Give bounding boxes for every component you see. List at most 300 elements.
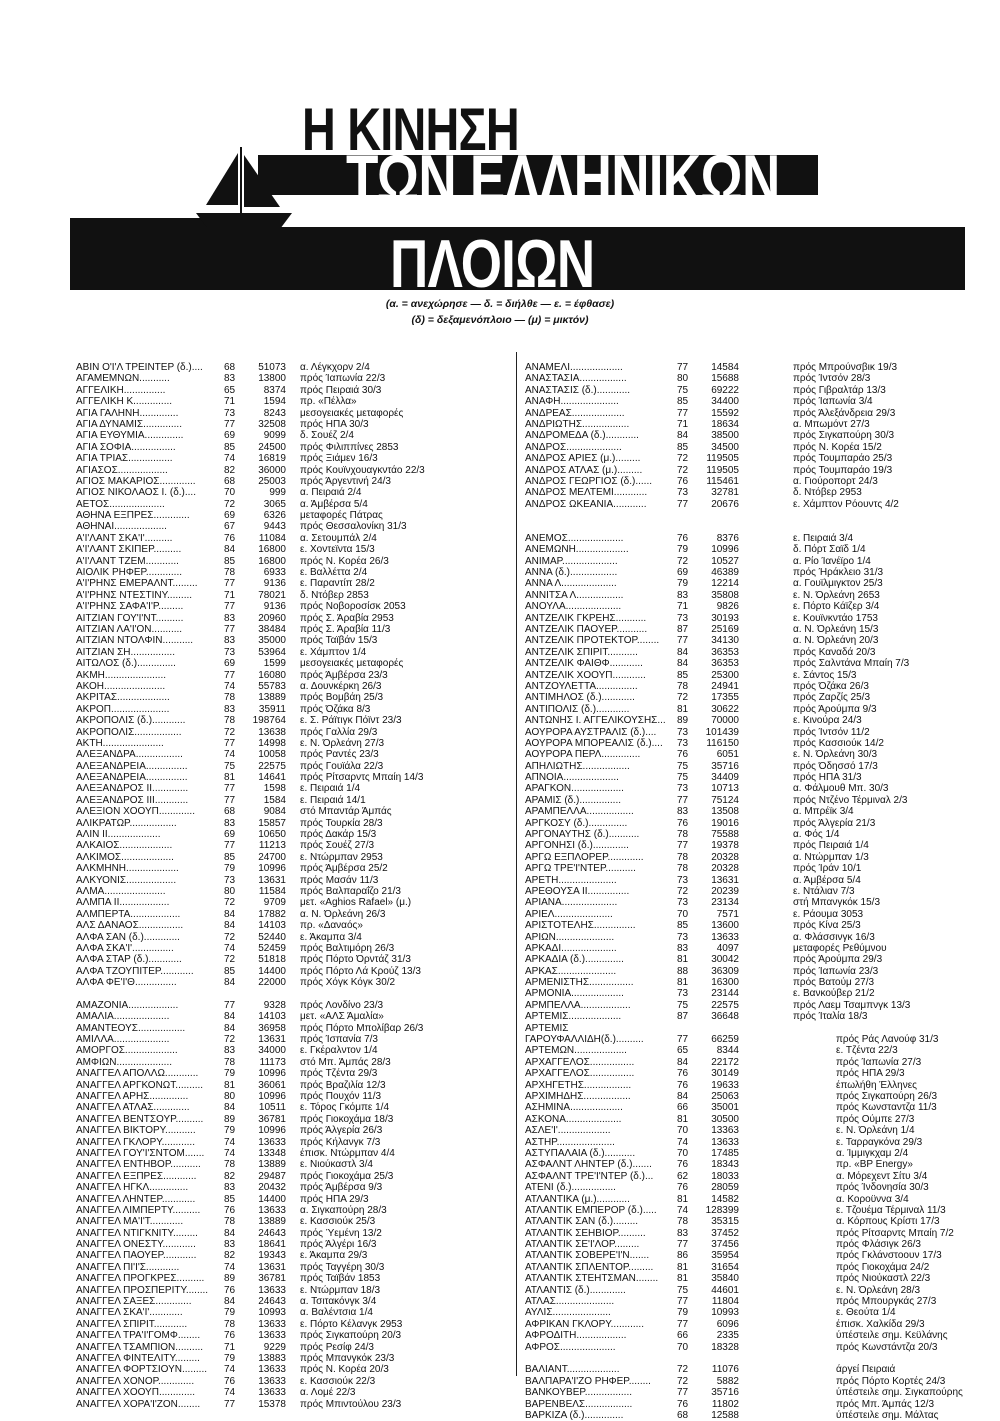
ship-destination: πρός Ίσπανία 7/3: [300, 1034, 378, 1046]
ship-year: 74: [224, 1387, 236, 1399]
ship-name: ΑΟΥΡΟΡΑ ΜΠΟΡΕΑΛΙΣ (δ.)....: [525, 737, 663, 749]
ship-tonnage: 23144: [711, 988, 739, 1000]
ship-row: [76, 692, 521, 703]
ship-tonnage: 38500: [711, 430, 739, 442]
ship-row: [525, 715, 970, 726]
ship-year: 77: [677, 407, 689, 419]
ship-row: [525, 476, 970, 487]
title-line-2: ΤΩΝ ΕΛΛΗΝΙΚΩΝ: [346, 141, 780, 217]
ship-year: 76: [677, 1398, 689, 1410]
ship-year: 78: [677, 851, 689, 863]
ship-year: 75: [677, 760, 689, 772]
ship-name: ΑΙΤΖΙΑΝ ΝΤΟΛΦΙΝ...........: [76, 635, 194, 647]
ship-name: ΑΝΑΓΓΕΛ ΟΝΕΣΤΥ............: [76, 1239, 196, 1251]
ship-name: ΑΓΙΑ ΣΟΦΙΑ................: [76, 441, 176, 453]
ship-destination: α. Μπρέϊκ 3/4: [793, 806, 854, 818]
ship-row: [525, 373, 970, 384]
ship-row: [525, 727, 970, 738]
ship-year: 65: [677, 1045, 689, 1057]
ship-year: 84: [224, 1102, 236, 1114]
ship-year: 76: [677, 475, 689, 487]
ship-year: 83: [677, 806, 689, 818]
ship-year: 67: [224, 521, 236, 533]
ship-year: 77: [224, 999, 236, 1011]
ship-year: 82: [224, 1250, 236, 1262]
ship-row: [525, 1330, 970, 1341]
ship-tonnage: 36958: [258, 1022, 286, 1034]
ship-tonnage: 11173: [259, 1056, 286, 1068]
ship-tonnage: 35716: [711, 760, 739, 772]
ship-year: 84: [224, 1296, 236, 1308]
ship-tonnage: 30149: [711, 1068, 739, 1080]
ship-destination: ε. Χάμπτον 1/4: [300, 646, 367, 658]
ship-destination: πρός Σιγκαπούρη 26/3: [836, 1091, 938, 1102]
ship-tonnage: 10996: [258, 863, 286, 875]
ship-destination: πρός Γιοκοχάμα 24/2: [836, 1261, 930, 1273]
ship-tonnage: 78021: [258, 589, 286, 601]
ship-row: [525, 647, 970, 658]
ship-tonnage: 13633: [258, 1364, 286, 1376]
ship-tonnage: 46389: [711, 567, 739, 579]
ship-year: 72: [224, 1034, 236, 1046]
ship-year: 78: [677, 829, 689, 841]
ship-row: [76, 1387, 521, 1398]
ship-row: [76, 681, 521, 692]
ship-tonnage: 24643: [258, 1227, 286, 1239]
ship-year: 77: [677, 794, 689, 806]
ship-tonnage: 14641: [258, 772, 286, 784]
ship-row: [76, 647, 521, 658]
ship-tonnage: 36353: [711, 658, 739, 670]
ship-row: [76, 772, 521, 783]
ship-name: ΑΛΦΑ ΦΕ'Ι'Θ...............: [76, 977, 177, 989]
ship-destination: πρός Βατούμ 27/3: [793, 977, 875, 989]
ship-year: 77: [677, 635, 689, 647]
ship-tonnage: 17355: [711, 692, 739, 704]
ship-year: 65: [224, 384, 236, 396]
ship-name: ΑΛΜΠΑ ΙΙ..................: [76, 897, 170, 909]
ship-year: 75: [677, 1284, 689, 1296]
ship-tonnage: 10993: [711, 1307, 739, 1319]
ship-row: [525, 897, 970, 908]
ship-name: ΑΜΙΛΛΑ....................: [76, 1034, 170, 1046]
ship-year: 81: [677, 703, 689, 715]
ship-name: ΑΟΥΡΟΡΑ ΠΕΡΛ..............: [525, 749, 641, 761]
ship-row: [525, 806, 970, 817]
ship-year: 75: [677, 999, 689, 1011]
ship-year: 79: [224, 1352, 236, 1364]
ship-row: [76, 1239, 521, 1250]
ship-year: 73: [224, 646, 236, 658]
ship-name: ΑΥΛΙΣ.....................: [525, 1307, 611, 1319]
ship-row: [525, 738, 970, 749]
ship-year: 68: [224, 806, 236, 818]
ship-tonnage: 36061: [258, 1079, 286, 1091]
ship-destination: α. Γιούροπορτ 24/3: [793, 475, 878, 487]
ship-name: ΑΝΑΓΓΕΛ ΕΞΠΡΕΣ............: [76, 1170, 197, 1182]
ship-destination: πρός Βομβάη 25/3: [300, 692, 384, 704]
ship-row: [76, 590, 521, 601]
ship-row: [525, 578, 970, 589]
ship-year: 79: [224, 1068, 236, 1080]
ship-destination: πρός Μασάν 11/3: [300, 874, 379, 886]
ship-row: [76, 1353, 521, 1364]
ship-destination: πρός ΗΠΑ 29/3: [300, 1193, 369, 1205]
ship-row: [76, 1250, 521, 1261]
ship-tonnage: 4097: [716, 942, 739, 954]
ship-name: ΑΓΙΑ ΕΥΘΥΜΙΑ..............: [76, 430, 184, 442]
ship-name: ΑΝΙΜΑΡ....................: [525, 555, 618, 567]
ship-name: ΑΤΛΑΝΤΙΚ ΕΜΠΕΡΟΡ (δ.).....: [525, 1204, 657, 1216]
ship-tonnage: 11584: [258, 885, 286, 897]
ship-name: ΑΦΡΙΚΑΝ ΓΚΛΟΡΥ............: [525, 1318, 644, 1330]
ship-row: [76, 1399, 521, 1410]
ship-name: ΑΡΧΗΓΕΤΗΣ.................: [525, 1079, 632, 1091]
ship-name: ΑΓΙΑ ΓΑΛΗΝΗ..............: [76, 407, 179, 419]
ship-tonnage: 28059: [711, 1182, 739, 1194]
ship-name: ΑΛΕΞΑΝΔΡΑ.................: [76, 749, 183, 761]
ship-tonnage: 9709: [263, 897, 286, 909]
ship-tonnage: 20328: [711, 863, 739, 875]
ship-year: 77: [224, 623, 236, 635]
ship-row: [525, 430, 970, 441]
ship-year: 81: [677, 1273, 689, 1285]
ship-year: 76: [677, 817, 689, 829]
ship-row: [76, 362, 521, 373]
ship-year: 79: [677, 1307, 689, 1319]
ship-tonnage: 24500: [258, 441, 286, 453]
ship-row: [76, 613, 521, 624]
ship-row: [525, 920, 970, 931]
ship-name: ΑΛΦΑ ΣΑΝ (δ.).............: [76, 931, 180, 943]
ship-name: ΑΡΕΤΗ.....................: [525, 874, 617, 886]
ship-year: 87: [677, 623, 689, 635]
ship-tonnage: 13348: [258, 1147, 286, 1159]
ship-row: [76, 886, 521, 897]
ship-name: ΑΝΑΓΓΕΛ ΑΡΓΚΟΝΩΤ..........: [76, 1079, 204, 1091]
ship-year: 83: [224, 817, 236, 829]
ship-row: [76, 430, 521, 441]
ship-row: [76, 1148, 521, 1159]
ship-row: [76, 373, 521, 384]
ship-name: ΑΡΙΑΝΑ....................: [525, 897, 618, 909]
ship-row: [76, 1011, 521, 1022]
ship-tonnage: 36781: [258, 1113, 286, 1125]
ship-row: [525, 1080, 970, 1091]
ship-year: 83: [224, 1045, 236, 1057]
ship-destination: πρός Ίαπωνία 22/3: [300, 373, 386, 385]
ship-tonnage: 10713: [711, 783, 739, 795]
ship-row: [525, 544, 970, 555]
ship-row: [525, 624, 970, 635]
ship-tonnage: 9099: [263, 430, 286, 442]
ship-row: [76, 1342, 521, 1353]
ship-row: [76, 544, 521, 555]
ship-row: [76, 977, 521, 988]
ship-name: ΒΑΡΕΝΒΕΛΣ.................: [525, 1398, 633, 1410]
ship-name: ΑΝΑΓΓΕΛ ΣΚΑ'Ι'............: [76, 1307, 183, 1319]
ship-name: ΑΝΑΓΓΕΛ ΣΑΞΕΣ.............: [76, 1296, 192, 1308]
ship-row: [76, 1182, 521, 1193]
ship-name: ΑΛΚΙΜΟΣ...................: [76, 851, 174, 863]
ship-destination: πρός Άργεντινή 24/3: [300, 475, 391, 487]
ship-destination: α. Άμβέρσα 5/4: [300, 498, 368, 510]
ship-destination: πρός Ίνδονησία 30/3: [836, 1182, 929, 1194]
ship-year: 77: [224, 418, 236, 430]
ship-row: [525, 1102, 970, 1113]
ship-year: 79: [224, 1307, 236, 1319]
ship-row: [76, 852, 521, 863]
ship-destination: πρός Άρούμπα 9/3: [793, 703, 877, 715]
ship-year: 70: [677, 1125, 689, 1137]
ship-name: Α'Ι'ΡΗΝΣ ΕΜΕΡΑΛΝΤ.........: [76, 578, 198, 590]
ship-destination: στή Μπανγκόκ 15/3: [793, 897, 881, 909]
ship-name: ΑΣΤΥΠΑΛΑΙΑ (δ.)...........: [525, 1147, 636, 1159]
ship-year: 84: [677, 1056, 689, 1068]
ship-tonnage: 18634: [711, 418, 739, 430]
ship-destination: α. Μπωμόντ 27/3: [793, 418, 870, 430]
ship-tonnage: 119505: [706, 464, 739, 476]
ship-destination: ε. Πειραιά 3/4: [793, 532, 854, 544]
ship-destination: ε. Πόρτο Κέλανγκ 2953: [300, 1318, 403, 1330]
ship-year: 76: [224, 532, 236, 544]
ship-row: [76, 818, 521, 829]
ship-name: ΑΛΜΑ......................: [76, 885, 166, 897]
ship-tonnage: 12214: [711, 578, 739, 590]
ship-row: [525, 1194, 970, 1205]
ship-row: [525, 966, 970, 977]
ship-year: 79: [677, 544, 689, 556]
ship-year: 66: [677, 1330, 689, 1342]
ship-destination: ύπέστειλε σημ. Κεϋλάνης: [836, 1330, 948, 1342]
ship-tonnage: 6051: [716, 749, 739, 761]
ship-destination: πρός Βραζιλία 12/3: [300, 1079, 386, 1091]
ship-name: ΑΝΑΓΓΕΛ ΠΡΟΓΚΡΕΣ..........: [76, 1273, 205, 1285]
ship-destination: πρός Όζάκα 26/3: [793, 680, 869, 692]
ship-year: [677, 1023, 699, 1034]
ship-row: [525, 954, 970, 965]
ship-destination: ε. Παραντίπ 28/2: [300, 578, 375, 590]
ship-year: 78: [677, 680, 689, 692]
ship-tonnage: 15857: [258, 817, 286, 829]
ship-row: [525, 909, 970, 920]
ship-year: 77: [677, 840, 689, 852]
ship-row: [525, 590, 970, 601]
ship-row: [76, 783, 521, 794]
ship-tonnage: 13633: [258, 1136, 286, 1148]
ship-tonnage: 66259: [711, 1034, 739, 1046]
ship-row: [525, 1068, 970, 1079]
ship-destination: πρός Ν. Κορέα 20/3: [300, 1364, 389, 1376]
ship-row: [525, 362, 970, 373]
ship-destination: πρός Ρεσίφ 24/3: [300, 1341, 374, 1353]
ship-tonnage: 22000: [258, 977, 286, 989]
ship-destination: ε. Ν. Όρλεάνη 1/4: [836, 1125, 915, 1137]
ship-row: [525, 487, 970, 498]
ship-destination: πρός Όδησσό 17/3: [793, 760, 878, 772]
ship-destination: ε. Ν. Όρλεάνη 28/3: [836, 1284, 921, 1296]
ship-year: 73: [677, 783, 689, 795]
ship-destination: πρός Βαλτιμόρη 26/3: [300, 942, 395, 954]
ship-tonnage: 16800: [258, 544, 286, 556]
ship-destination: α. Λέγκχορν 2/4: [300, 362, 370, 373]
ship-year: 71: [677, 418, 689, 430]
ship-row: [76, 1171, 521, 1182]
ship-year: 85: [224, 1193, 236, 1205]
ship-row: [76, 761, 521, 772]
ship-tonnage: 14998: [258, 737, 286, 749]
ship-year: 77: [677, 1387, 689, 1399]
ship-destination: ύπέστειλε σημ. Σιγκαπούρης: [836, 1387, 963, 1399]
ship-destination: πρός Άλεξάνδρεια 29/3: [793, 407, 896, 419]
ship-destination: ε. Πειραιά 14/1: [300, 794, 366, 806]
ship-destination: πρός Σ. Άραβία 2953: [300, 612, 394, 624]
ship-year: 83: [677, 942, 689, 954]
ship-destination: πρός Ίαπωνία 23/3: [793, 965, 879, 977]
ship-name: ΑΡΑΜΙΣ (δ.)...............: [525, 794, 622, 806]
ship-year: 84: [224, 1227, 236, 1239]
ship-year: 68: [224, 475, 236, 487]
ship-row: [525, 1057, 970, 1068]
ship-tonnage: 13631: [258, 1034, 286, 1046]
ship-tonnage: 36648: [711, 1011, 739, 1023]
ship-tonnage: 10996: [711, 544, 739, 556]
ship-year: 73: [677, 612, 689, 624]
ship-name: ΑΚΡΟΠ.....................: [76, 703, 170, 715]
ship-tonnage: 115461: [706, 475, 739, 487]
ship-tonnage: 30622: [711, 703, 739, 715]
ship-tonnage: 13600: [711, 920, 739, 932]
ship-year: 74: [224, 942, 236, 954]
ship-destination: μετ. «Aghios Rafael» (μ.): [300, 897, 412, 909]
ship-year: 79: [224, 1125, 236, 1137]
ship-name: ΑΓΙΑ ΔΥΝΑΜΙΣ..............: [76, 418, 182, 430]
ship-tonnage: 13633: [258, 1284, 286, 1296]
ship-tonnage: 8374: [263, 384, 286, 396]
ship-year: 70: [677, 1147, 689, 1159]
ship-name: ΑΝΑΓΓΕΛ ΜΑ'Ι'Τ............: [76, 1216, 184, 1228]
ship-destination: α. Κοροϋννα 3/4: [836, 1193, 909, 1205]
ship-destination: πρ. «Δαναός»: [300, 920, 363, 932]
ship-destination: δ. Ντόβερ 2953: [793, 487, 862, 499]
ship-tonnage: 18033: [711, 1170, 739, 1182]
ship-year: 76: [677, 1182, 689, 1194]
ship-year: 84: [224, 544, 236, 556]
ship-destination: ε. Ντώρμπαν 2953: [300, 851, 383, 863]
ship-row: [525, 1034, 970, 1045]
ship-row: [525, 681, 970, 692]
ship-tonnage: 13638: [258, 726, 286, 738]
ship-name: ΑΣΛΕ'Ι'...................: [525, 1125, 611, 1137]
ship-tonnage: 14400: [258, 965, 286, 977]
ship-tonnage: 32781: [711, 487, 739, 499]
ship-year: 76: [677, 532, 689, 544]
ship-year: 74: [224, 1136, 236, 1148]
ship-year: 77: [677, 1239, 689, 1251]
ship-name: ΑΤΛΑΝΤΙΚ ΣΕΗΒΙΟΡ..........: [525, 1227, 646, 1239]
ship-name: ΓΑΡΟΥΦΑΛΛΙΔΗ(δ.)..........: [525, 1034, 644, 1046]
ship-row: [525, 772, 970, 783]
ship-name: Α'Ι'ΛΑΝΤ ΤΖΕΜ............: [76, 555, 179, 567]
ship-destination: ε. Κασσιούκ 22/3: [300, 1375, 376, 1387]
ship-tonnage: 101439: [705, 726, 739, 738]
ship-row: [76, 1228, 521, 1239]
ship-row: [525, 988, 970, 999]
ship-destination: πρός Άμβέρσα 23/3: [300, 669, 388, 681]
ship-destination: πρός Τζέντα 29/3: [300, 1068, 378, 1080]
ship-name: ΑΒΙΝ Ο'Ι'Λ ΤΡΕΙΝΤΕΡ (δ.)....: [76, 362, 203, 373]
ship-destination: ε. Ντάλιαν 7/3: [793, 885, 855, 897]
ship-destination: ε. Ν. Όρλεάνη 30/3: [793, 749, 878, 761]
title-line-3: ΠΛΟΙΩΝ: [390, 226, 595, 302]
ship-destination: πρός Γιοκοχάμα 18/3: [300, 1113, 394, 1125]
ship-row: [525, 601, 970, 612]
ship-year: 85: [224, 851, 236, 863]
ship-year: 85: [224, 965, 236, 977]
ship-year: 75: [224, 760, 236, 772]
ship-name: ΑΝΔΡΟΣ ΑΤΛΑΣ (μ.).........: [525, 464, 643, 476]
ship-row: [525, 1091, 970, 1102]
ship-year: 73: [677, 726, 689, 738]
ship-name: ΑΝΟΥΛΑ....................: [525, 601, 622, 613]
list-spacer: [525, 521, 970, 532]
ship-row: [525, 385, 970, 396]
ship-destination: α. Ν. Όρλεάνη 15/3: [793, 623, 879, 635]
ship-row: [525, 613, 970, 624]
ship-row: [76, 658, 521, 669]
ship-tonnage: 128399: [705, 1204, 739, 1216]
ship-tonnage: 13633: [258, 1204, 286, 1216]
ship-tonnage: 9084: [263, 806, 286, 818]
ship-destination: πρός ΗΠΑ 29/3: [836, 1068, 905, 1080]
ship-tonnage: 19633: [711, 1079, 739, 1091]
ship-destination: δ. Ντόβερ 2853: [300, 589, 369, 601]
ship-tonnage: 20432: [258, 1182, 286, 1194]
ship-tonnage: 11084: [258, 532, 286, 544]
ship-name: ΑΝΑΓΓΕΛ ΗΓΚΛ..............: [76, 1182, 189, 1194]
ship-destination: πρός Ζαρζίς 25/3: [793, 692, 871, 704]
ship-destination: πρός Άλγερία 21/3: [793, 817, 876, 829]
ship-year: 84: [677, 430, 689, 442]
ship-name: ΑΝΑΓΓΕΛ ΠΑΟΥΕΡ............: [76, 1250, 197, 1262]
ship-tonnage: 34130: [711, 635, 739, 647]
ship-name: ΑΝΑΓΓΕΛ ΧΟΡΑ'Ι'ΖΟΝ........: [76, 1398, 201, 1410]
ship-tonnage: 14103: [258, 1011, 286, 1023]
ship-destination: πρός Ρίτσαρντς Μπαίη 14/3: [300, 772, 424, 784]
ship-destination: πρός Καναδά 20/3: [793, 646, 876, 658]
ship-year: 74: [677, 1204, 689, 1216]
ship-destination: μεσογειακές μεταφορές: [300, 407, 404, 419]
ship-destination: α. Σιγκαπούρη 28/3: [300, 1204, 387, 1216]
ship-row: [76, 1273, 521, 1284]
ship-destination: μεταφορές Πάτρας: [300, 510, 383, 522]
ship-year: 77: [224, 601, 236, 613]
ship-row: [525, 1228, 970, 1239]
ship-year: 72: [224, 954, 236, 966]
ship-name: ΑΤΛΑΝΤΙΣ (δ.).............: [525, 1284, 626, 1296]
ship-year: 83: [224, 1182, 236, 1194]
ship-tonnage: 116150: [706, 737, 739, 749]
ship-year: 84: [224, 908, 236, 920]
ship-tonnage: 55783: [258, 680, 286, 692]
ship-row: [525, 1296, 970, 1307]
ship-destination: πρός Κωνσταντζα 11/3: [836, 1102, 937, 1114]
ship-row: [525, 977, 970, 988]
ship-name: ΑΡΓΚΟΣΥ (δ.)..............: [525, 817, 628, 829]
ship-name: ΑΡΜΠΕΛΛΑ..................: [525, 999, 631, 1011]
ship-name: ΑΛΣ ΔΑΝΑΟΣ................: [76, 920, 184, 932]
ship-tonnage: 35001: [711, 1102, 739, 1114]
